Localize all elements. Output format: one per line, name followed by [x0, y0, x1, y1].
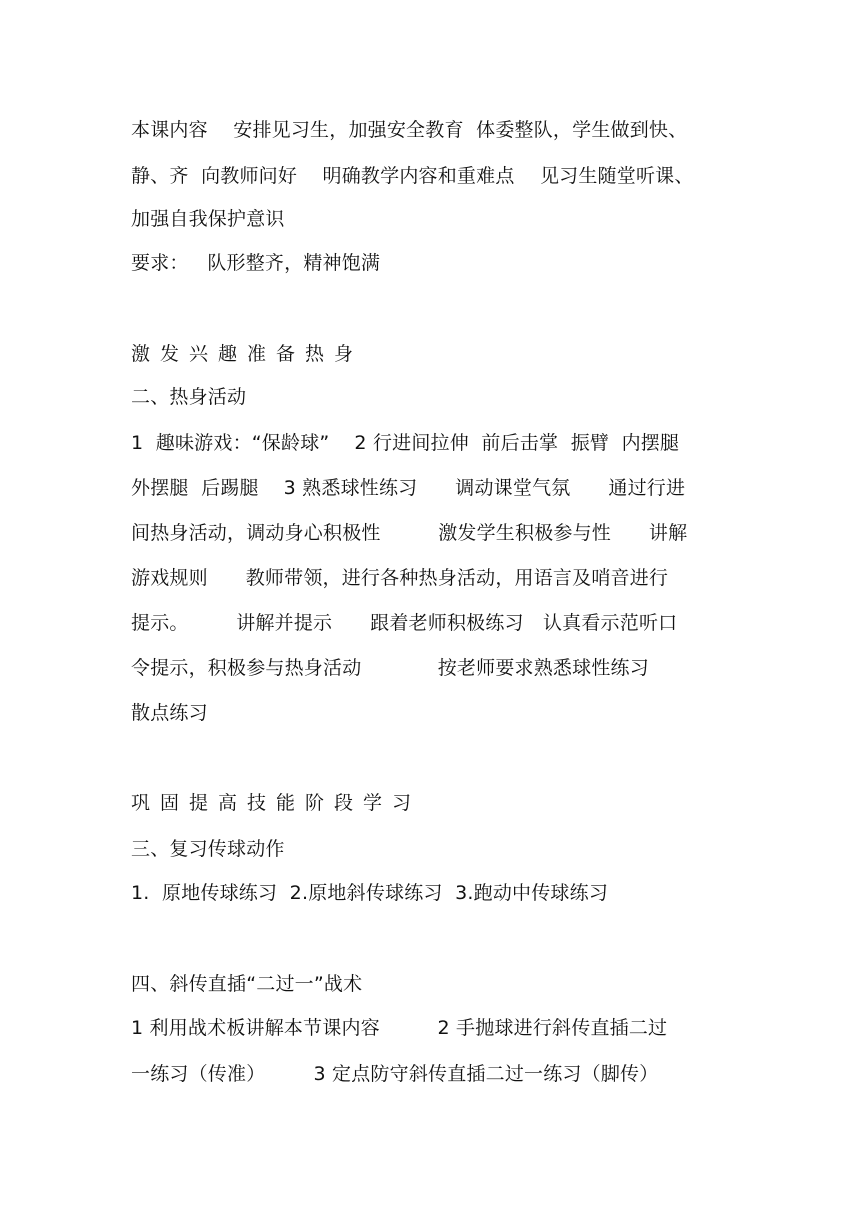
text-line-1: 本课内容 安排见习生，加强安全教育 体委整队，学生做到快、 — [131, 119, 688, 141]
section-heading-skills: 巩固提高技能阶段学习 — [131, 792, 422, 814]
section-title-2: 二、热身活动 — [131, 386, 247, 408]
text-line-10: 游戏规则 教师带领，进行各种热身活动，用语言及哨音进行 — [131, 567, 669, 589]
text-line-13: 散点练习 — [131, 702, 208, 724]
text-line-3: 加强自我保护意识 — [131, 208, 285, 230]
text-line-16: 1. 原地传球练习 2.原地斜传球练习 3.跑动中传球练习 — [131, 882, 609, 904]
text-line-9: 间热身活动，调动身心积极性 激发学生积极参与性 讲解 — [131, 522, 688, 544]
text-line-8: 外摆腿 后踢腿 3 熟悉球性练习 调动课堂气氛 通过行进 — [131, 477, 686, 499]
text-line-18: 1 利用战术板讲解本节课内容 2 手抛球进行斜传直插二过 — [131, 1017, 668, 1039]
section-title-4: 四、斜传直插“二过一”战术 — [131, 973, 363, 995]
section-heading-warmup: 激发兴趣准备热身 — [131, 343, 364, 365]
text-line-19: 一练习（传准） 3 定点防守斜传直插二过一练习（脚传） — [131, 1063, 659, 1085]
text-line-7: 1 趣味游戏：“保龄球” 2 行进间拉伸 前后击掌 振臂 内摆腿 — [131, 432, 680, 454]
section-title-3: 三、复习传球动作 — [131, 838, 285, 860]
text-line-12: 令提示，积极参与热身活动 按老师要求熟悉球性练习 — [131, 657, 649, 679]
text-line-2: 静、齐 向教师问好 明确教学内容和重难点 见习生随堂听课、 — [131, 165, 694, 187]
text-line-4: 要求： 队形整齐，精神饱满 — [131, 252, 381, 274]
text-line-11: 提示。 讲解并提示 跟着老师积极练习 认真看示范听口 — [131, 612, 678, 634]
